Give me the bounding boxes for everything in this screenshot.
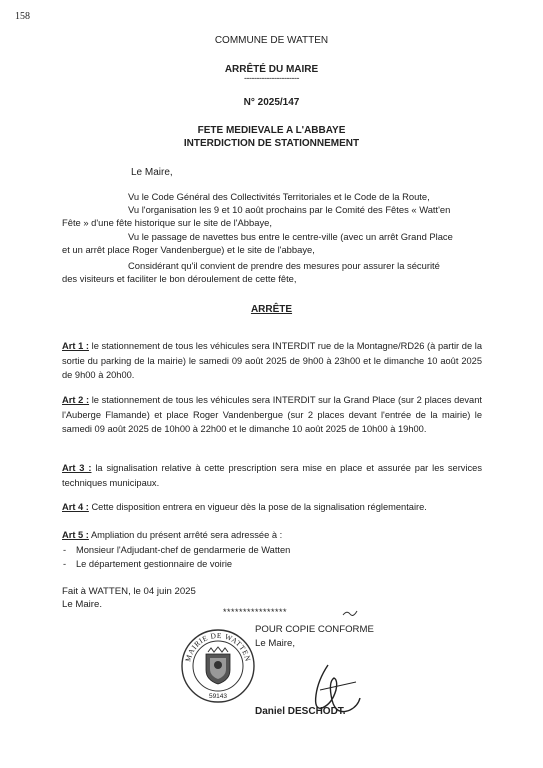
preamble-vu-2: Vu l'organisation les 9 et 10 août prochains par le Comité des Fêtes « Watt'en <box>128 204 451 215</box>
article-3 <box>62 461 482 490</box>
article-label: Art 5 : <box>62 530 89 540</box>
preamble-vu-3: Vu le passage de navettes bus entre le centre-ville (avec un arrêt Grand Place <box>128 231 453 242</box>
recipient-list <box>62 543 482 572</box>
article-text: le stationnement de tous les véhicules sera INTERDIT sur la Grand Place (sur 2 places devant l'Auberge Flamande) et place Roger Vandenbergue (sur 2 places devant l'entrée de la mairie) le samedi 09 août 2025 de 10h00 à 22h00 et le dimanche 10 août 2025 de 10h00 à 19h00. <box>62 395 482 434</box>
article-4 <box>62 500 482 515</box>
stamp-code: 59143 <box>208 693 228 700</box>
list-item: - Le département gestionnaire de voirie <box>62 557 482 572</box>
preamble-considerant-cont: des visiteurs et faciliter le bon déroulement de cette fête, <box>62 273 297 284</box>
stars-separator: **************** <box>223 607 288 617</box>
preamble-vu-3-cont: et un arrêt place Roger Vandenbergue) et le site de l'abbaye, <box>62 244 315 255</box>
signature-place-date <box>62 585 196 611</box>
article-text: Cette disposition entrera en vigueur dès la pose de la signalisation réglementaire. <box>88 502 427 512</box>
decision-heading: ARRÊTE <box>250 304 293 315</box>
article-1 <box>62 339 482 383</box>
fait-line: Fait à WATTEN, le 04 juin 2025 <box>62 586 196 597</box>
article-text: le stationnement de tous les véhicules sera INTERDIT rue de la Montagne/RD26 (à partir de la sortie du parking de la mairie) le samedi 09 août 2025 de 9h00 à 23h00 et le dimanche 10 août 2025 de 9h00 à 20h00. <box>62 341 482 380</box>
preamble-maire: Le Maire, <box>131 167 173 178</box>
separator: ---------------------- <box>244 73 299 83</box>
stamp-top-text: MAIRIE DE WATTEN <box>183 630 253 663</box>
handwritten-mark <box>342 608 358 620</box>
article-label: Art 2 : <box>62 395 90 405</box>
signer-name: Daniel DESCHODT. <box>255 706 346 717</box>
decree-number: N° 2025/147 <box>243 97 300 108</box>
article-label: Art 4 : <box>62 502 89 512</box>
commune-heading: COMMUNE DE WATTEN <box>214 35 329 46</box>
page-number: 158 <box>15 11 30 22</box>
fait-maire: Le Maire. <box>62 599 102 610</box>
document-type: ARRÊTÉ DU MAIRE <box>224 64 319 75</box>
copie-conforme: POUR COPIE CONFORME <box>255 624 374 635</box>
list-item: - Monsieur l'Adjudant-chef de gendarmerie de Watten <box>62 543 482 558</box>
title-line-1: FETE MEDIEVALE A L'ABBAYE <box>197 125 346 136</box>
preamble-vu-1: Vu le Code Général des Collectivités Territoriales et le Code de la Route, <box>128 191 430 202</box>
coat-of-arms-icon <box>206 647 230 684</box>
article-label: Art 3 : <box>62 463 92 473</box>
article-2 <box>62 393 482 437</box>
copie-maire: Le Maire, <box>255 637 295 649</box>
article-label: Art 1 : <box>62 341 89 351</box>
mairie-stamp <box>180 628 256 704</box>
article-text: Ampliation du présent arrêté sera adressée à : <box>88 530 283 540</box>
copy-certification <box>255 623 374 650</box>
article-5 <box>62 528 482 572</box>
title-line-2: INTERDICTION DE STATIONNEMENT <box>183 138 360 149</box>
preamble-vu-2-cont: Fête » d'une fête historique sur le site de l'Abbaye, <box>62 217 272 228</box>
preamble-considerant: Considérant qu'il convient de prendre des mesures pour assurer la sécurité <box>128 260 440 271</box>
article-text: la signalisation relative à cette prescription sera mise en place et assurée par les services techniques municipaux. <box>62 463 482 488</box>
